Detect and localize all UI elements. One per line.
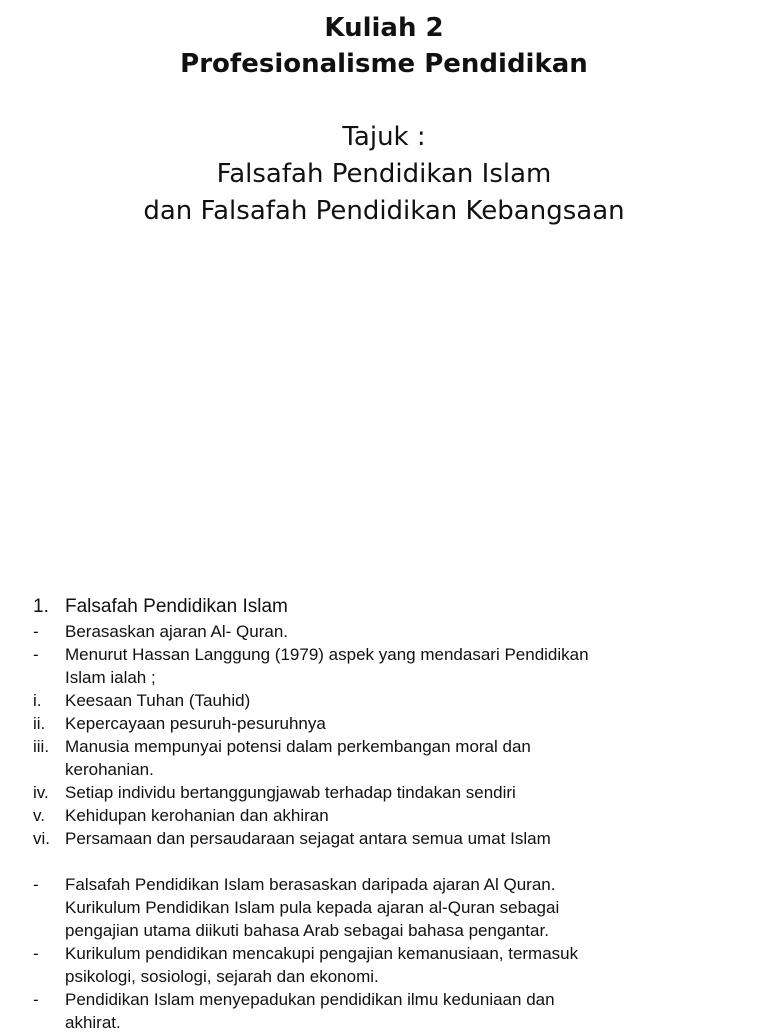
aspect-item (33, 643, 733, 666)
aspect-item (33, 620, 733, 643)
note-item (33, 919, 733, 942)
topic-label: Tajuk : (342, 122, 426, 152)
list-marker: - (33, 990, 39, 1009)
list-item-text: akhirat. (65, 1013, 121, 1032)
list-marker: - (33, 622, 39, 641)
list-item-text: pengajian utama diikuti bahasa Arab sebagai bahasa pengantar. (65, 921, 549, 940)
list-item-text: Falsafah Pendidikan Islam berasaskan daripada ajaran Al Quran. (65, 875, 556, 894)
list-marker: i. (33, 691, 42, 710)
topic-line-1: Falsafah Pendidikan Islam (216, 159, 552, 189)
list-item-text: Persamaan dan persaudaraan sejagat antara semua umat Islam (65, 829, 551, 848)
list-marker (33, 919, 65, 942)
list-marker: - (33, 875, 39, 894)
list-item-text: Kehidupan kerohanian dan akhiran (65, 806, 329, 825)
paragraph-spacer (33, 850, 733, 873)
list-item-text: Pendidikan Islam menyepadukan pendidikan ilmu keduniaan dan (65, 990, 555, 1009)
list-item-text: Menurut Hassan Langgung (1979) aspek yang mendasari Pendidikan (65, 645, 589, 664)
list-marker (33, 965, 65, 988)
section-heading (33, 595, 733, 619)
note-item (33, 873, 733, 896)
aspect-item (33, 827, 733, 850)
note-item (33, 942, 733, 965)
note-item (33, 965, 733, 988)
list-item-text: psikologi, sosiologi, sejarah dan ekonomi. (65, 967, 379, 986)
list-item-text: Kurikulum pendidikan mencakupi pengajian kemanusiaan, termasuk (65, 944, 579, 963)
list-item-text: Kurikulum Pendidikan Islam pula kepada ajaran al-Quran sebagai (65, 898, 560, 917)
lecture-title: Kuliah 2 (324, 13, 444, 43)
aspect-item (33, 735, 733, 758)
note-item (33, 896, 733, 919)
list-marker: ii. (33, 714, 46, 733)
section-number: 1. (33, 596, 49, 617)
list-marker: - (33, 645, 39, 664)
aspect-item (33, 689, 733, 712)
list-item-text: Manusia mempunyai potensi dalam perkembangan moral dan (65, 737, 531, 756)
list-item-text: Berasaskan ajaran Al- Quran. (65, 622, 289, 641)
list-marker (33, 1011, 65, 1034)
aspect-item (33, 712, 733, 735)
notes-list (33, 873, 733, 1034)
list-item-text: Kepercayaan pesuruh-pesuruhnya (65, 714, 326, 733)
list-marker: iv. (33, 783, 49, 802)
list-item-text: Setiap individu bertanggungjawab terhadap tindakan sendiri (65, 783, 516, 802)
aspect-item (33, 781, 733, 804)
aspect-item (33, 758, 733, 781)
list-marker: vi. (33, 829, 50, 848)
list-marker (33, 666, 65, 689)
document-body (33, 595, 733, 1034)
list-marker: - (33, 944, 39, 963)
aspect-list (33, 620, 733, 850)
list-item-text: Islam ialah ; (65, 668, 156, 687)
list-marker: iii. (33, 737, 50, 756)
list-marker (33, 758, 65, 781)
list-marker (33, 896, 65, 919)
note-item (33, 988, 733, 1011)
topic-line-2: dan Falsafah Pendidikan Kebangsaan (143, 196, 625, 226)
course-title: Profesionalisme Pendidikan (180, 49, 588, 79)
title-block (0, 10, 768, 230)
list-marker: v. (33, 806, 45, 825)
list-item-text: Keesaan Tuhan (Tauhid) (65, 691, 251, 710)
section-heading-text: Falsafah Pendidikan Islam (65, 596, 288, 617)
aspect-item (33, 666, 733, 689)
note-item (33, 1011, 733, 1034)
aspect-item (33, 804, 733, 827)
list-item-text: kerohanian. (65, 760, 154, 779)
title-spacer (0, 82, 768, 119)
